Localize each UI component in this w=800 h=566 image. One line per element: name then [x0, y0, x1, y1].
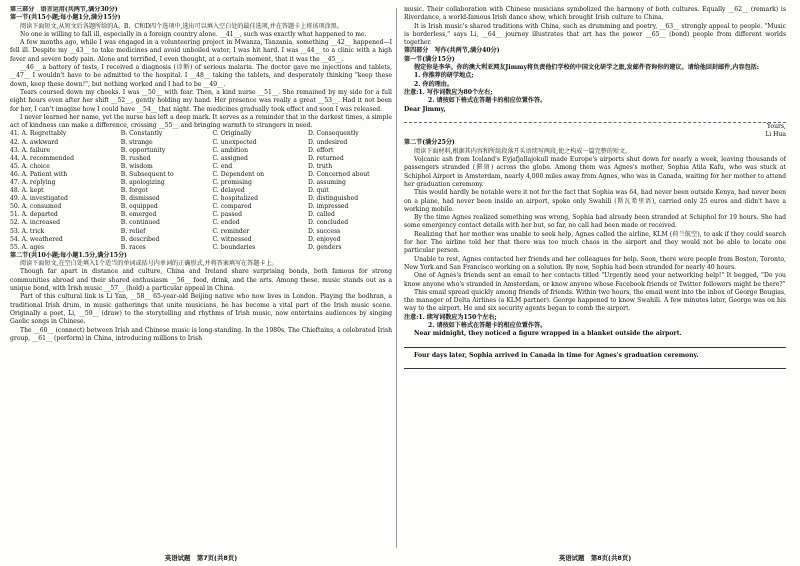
writing-two-title: 第二节(满分25分): [404, 139, 455, 147]
writing-note: 注意:1. 续写词数应为150个左右;: [404, 313, 497, 321]
page-8: [404, 6, 786, 554]
option-cell: 52. A. increased: [10, 219, 60, 227]
option-cell: D. undesired: [307, 138, 348, 146]
page-divider: [396, 8, 397, 548]
option-cell: B. Constantly: [120, 130, 163, 138]
grammar-paragraph: It is Irish music's shared traditions with China, such as drumming and poetry, __63__ strongly appeal to people. "Music is borderless," says Li, __64__ journey illustrates that art has the power __65__ (bond) people from different worlds together.: [404, 22, 786, 47]
option-cell: B. rushed: [120, 154, 151, 162]
story-paragraph: Volcanic ash from Iceland's Eyjafjallajokull made Europe's airports shut down for nearly a week, leaving thousands of passengers stranded (滞留) across the globe. Among them was Agnes's mother, Sophia Atila Kafu, who was stuck at Schiphol Airport in Amsterdam, nearly 4,000 miles away from Agnes, who was in Canada, waiting for her mother to attend her graduation ceremony.: [404, 156, 786, 188]
story-paragraph: This would hardly be notable were it not for the fact that Sophia was 64, had never been outside Kenya, had never been on a plane, had never been inside an airport, spoke only Swahili (斯瓦希里语), carried only 25 euros and didn't have a working mobile.: [404, 189, 786, 213]
option-cell: 41. A. Regrettably: [10, 130, 67, 138]
option-row: [10, 211, 392, 219]
option-cell: D. impressed: [307, 203, 349, 211]
page-7: [10, 6, 392, 554]
option-cell: D. genders: [307, 243, 342, 251]
option-cell: D. effort: [307, 146, 334, 154]
option-cell: C. hospitalized: [212, 195, 259, 203]
option-cell: 45. A. choice: [10, 162, 50, 170]
option-cell: B. races: [120, 243, 146, 251]
writing-note: 注意:1. 写作词数应为80个左右;: [404, 88, 493, 96]
option-cell: D. Concerned about: [307, 170, 370, 178]
option-cell: B. described: [120, 235, 160, 243]
section-two-title: 第二节(共10小题;每小题1.5分,满分15分): [10, 251, 127, 259]
letter-salutation: Dear Jimmy,: [404, 105, 446, 113]
story-paragraph: Realizing that her mother was unable to seek help, Agnes called the airline, KLM (荷兰航空), to ask if they could search for her. The airline told her that there was too much chaos in the airport and they would not be able to locate one particular person.: [404, 230, 786, 255]
option-cell: C. ambition: [212, 146, 249, 154]
option-cell: D. concluded: [307, 219, 349, 227]
paragraph-one-opening: Near midnight, they noticed a figure wrapped in a blanket outside the airport.: [414, 330, 682, 338]
option-row: [10, 147, 392, 155]
option-cell: C. reminder: [212, 227, 250, 235]
grammar-paragraph: The __60__ (connect) between Irish and Chinese music is long-standing. In the 1980s, The Chieftains, a celebrated Irish group, __61__ (perform) in China, introducing millions to Irish: [10, 326, 392, 342]
option-cell: C. delayed: [212, 187, 245, 195]
option-cell: B. Subsequent to: [120, 170, 174, 178]
paragraph-two-opening: Four days later, Sophia arrived in Canada in time for Agnes's graduation ceremony.: [414, 351, 699, 359]
writing-point: 2. 你的理由。: [414, 80, 453, 88]
option-cell: 54. A. weathered: [10, 235, 63, 243]
option-row: [10, 130, 392, 138]
writing-note: 2. 请按如下格式在答题卡的相应位置作答。: [428, 321, 547, 329]
page-7-footer: 英语试题 第7页(共8页): [164, 554, 238, 562]
option-cell: D. success: [307, 227, 341, 235]
option-cell: 51. A. departed: [10, 211, 58, 219]
option-cell: B. dismissed: [120, 195, 160, 203]
part-three-title: 第三部分 语言运用(共两节,满分30分): [10, 6, 118, 13]
option-cell: 49. A. investigated: [10, 195, 68, 203]
option-row: [10, 219, 392, 227]
option-cell: C. ended: [212, 219, 240, 227]
letter-signature: Li Hua: [765, 131, 786, 139]
writing-one-title: 第一节(满分15分): [404, 55, 455, 63]
option-cell: D. truth: [307, 162, 333, 170]
option-cell: 46. A. Patient with: [10, 170, 68, 178]
option-cell: C. compared: [212, 203, 252, 211]
option-row: [10, 228, 392, 236]
page-8-footer: 英语试题 第8页(共8页): [558, 554, 632, 562]
option-cell: C. boundaries: [212, 243, 256, 251]
option-cell: 43. A. failure: [10, 146, 51, 154]
cloze-paragraph: A few months ago, while I was engaged in a volunteering project in Mwanza, Tanzania, something __42__ happened—I fell ill. Despite my __43__ to take medicines and avoid unboiled water, I was hit hard. I was __44__ to a clinic with a high fever and severe body pain. Alone and terrified, I even thought, at a certain moment, that it was the __45__.: [10, 39, 392, 63]
cloze-paragraph: I never learned her name, yet the nurse has left a deep mark. It serves as a reminder that in the darkest times, a simple act of kindness can make a difference, crossing __55__ and bringing warmth to strangers in need.: [10, 113, 392, 130]
writing-two-instructions: 阅读下面材料,根据其内容和所给段落开头语续写两段,使之构成一篇完整的短文。: [414, 147, 632, 155]
option-row: [10, 179, 392, 187]
option-cell: B. wisdom: [120, 162, 153, 170]
option-cell: 55. A. ages: [10, 243, 45, 251]
option-cell: B. opportunity: [120, 146, 166, 154]
cloze-paragraph: Tears coursed down my cheeks. I was __50__ with fear. Then, a kind nurse __51__. She remained by my side for a full eight hours even after her shift __52__, gently holding my hand. Her presence was really a great __53__. Had it not been for her, I can't imagine how I could have __54__ that night. The medicines gradually took effect and soon I was released.: [10, 88, 392, 113]
answer-line: [404, 341, 786, 348]
option-cell: B. continued: [120, 219, 160, 227]
option-cell: D. enjoyed: [307, 235, 341, 243]
option-row: [10, 171, 392, 179]
writing-note: 2. 请按如下格式在答题卡的相应位置作答。: [428, 97, 547, 105]
option-cell: C. Dependent on: [212, 170, 265, 178]
option-cell: C. Originally: [212, 130, 252, 138]
story-paragraph: One of Agnes's friends sent an email to her contacts titled "Urgently need your networking help!" It begged, "Do you know anyone who's stranded in Amsterdam, or know anyone whose Facebook friends or Twitter followers might be there?": [404, 272, 786, 288]
answer-line: [404, 362, 786, 369]
section-one-title: 第一节(共15小题;每小题1分,满分15分): [10, 14, 121, 22]
grammar-paragraph: Though far apart in distance and culture, China and Ireland share surprising bonds, both famous for strong communities abroad and their shared enthusiasm __56__ food, drink, and the arts. Among these, music stands out as a unique bond, with Irish music __57__ (hold) a particular appeal in China.: [10, 268, 392, 293]
story-paragraph: Unable to rest, Agnes contacted her friends and her colleagues for help. Soon, there were people from Boston, Toronto, New York and San Francisco working on a solution. By now, Sophia had been stranded for nearly 40 hours.: [404, 255, 786, 271]
cloze-options-table: [10, 130, 392, 251]
section-two-instructions: 阅读下面短文,在空白处填入1个适当的单词或括号内单词的正确形式,并将答案填写在答题卡上。: [20, 260, 278, 268]
option-cell: B. forgot: [120, 187, 148, 195]
option-cell: 53. A. trick: [10, 227, 45, 235]
option-cell: D. Consequently: [307, 130, 359, 138]
option-cell: C. unexpected: [212, 138, 257, 146]
option-cell: B. strange: [120, 138, 153, 146]
option-row: [10, 163, 392, 171]
cloze-paragraph: __46__ a battery of tests, I received a diagnosis (诊断) of serious malaria. The doctor gave me injections and tablets, __47__ I wouldn't have to be admitted to the hospital. I __48__ taking the tablets, and desperately thinking "keep these down, keep these down!", but nothing worked and I had to be __49__.: [10, 64, 392, 88]
answer-line: [404, 116, 786, 123]
option-cell: C. promising: [212, 179, 252, 187]
grammar-paragraph: Part of this cultural link is Li Yan, __58__ 65-year-old Beijing native who now lives in London. Playing the bodhran, a traditional Irish drum, in music gatherings that unite musicians, he has become a vital part of the Irish music scene. Originally a poet, Li, __59__ (draw) to the storytelling and rhythms of Irish music, now entertains audiences by singing Gaelic songs in Chinese.: [10, 293, 392, 326]
option-cell: C. witnessed: [212, 235, 252, 243]
option-cell: D. distinguished: [307, 195, 359, 203]
option-row: [10, 236, 392, 244]
option-cell: D. assuming: [307, 179, 346, 187]
option-cell: 44. A. recommended: [10, 154, 74, 162]
option-row: [10, 139, 392, 147]
option-cell: C. passed: [212, 211, 243, 219]
option-row: [10, 187, 392, 195]
option-cell: B. apologizing: [120, 179, 165, 187]
letter-closing: Yours,: [766, 122, 786, 130]
option-cell: D. called: [307, 211, 335, 219]
option-cell: D. returned: [307, 154, 344, 162]
cloze-paragraph: No one is willing to fall ill, especially in a foreign country alone. __41__, such was exactly what happened to me.: [20, 30, 367, 38]
writing-one-instructions: 假定你是李华。你的澳大利亚网友Jimmy将负责他们学校的中国文化研学之旅,发邮件咨询你的建议。请给他回封邮件,内容包括:: [414, 64, 760, 72]
part-four-title: 第四部分 写作(共两节,满分40分): [404, 47, 500, 55]
story-paragraph: This email spread quickly among friends of friends. Within two hours, the email went into the inbox of George Bougias, the manager of Delta Airlines (a KLM partner). George happened to know Swahili. A few minutes later, George was on his way to the airport. He and six security agents began to comb the airport.: [404, 288, 786, 313]
option-cell: 50. A. consumed: [10, 203, 62, 211]
story-paragraph: By the time Agnes realized something was wrong, Sophia had already been stranded at Schiphol for 19 hours. She had some emergency contact details with her but, so far, no call had been made or received.: [404, 214, 786, 230]
section-one-instructions: 阅读下面短文,从短文后各题所给的A、B、C和D四个选项中,选出可以填入空白处的最佳选项,并在答题卡上将该项涂黑。: [20, 22, 343, 30]
option-cell: B. equipped: [120, 203, 158, 211]
option-cell: 47. A. replying: [10, 179, 56, 187]
option-cell: B. emerged: [120, 211, 157, 219]
grammar-paragraph: music. Their collaboration with Chinese musicians symbolized the harmony of both cultures. Equally __62__ (remark) is Riverdance, a world-famous Irish dance show, which brought Irish culture to China.: [404, 6, 786, 22]
option-cell: 48. A. kept: [10, 187, 44, 195]
option-row: [10, 155, 392, 163]
option-cell: C. assigned: [212, 154, 248, 162]
option-cell: D. quit: [307, 187, 329, 195]
option-row: [10, 195, 392, 203]
writing-point: 1. 你推荐的研学地点;: [414, 72, 474, 80]
option-row: [10, 203, 392, 211]
option-cell: B. relief: [120, 227, 146, 235]
option-row: [10, 244, 392, 252]
option-cell: 42. A. awkward: [10, 138, 59, 146]
option-cell: C. end: [212, 162, 233, 170]
